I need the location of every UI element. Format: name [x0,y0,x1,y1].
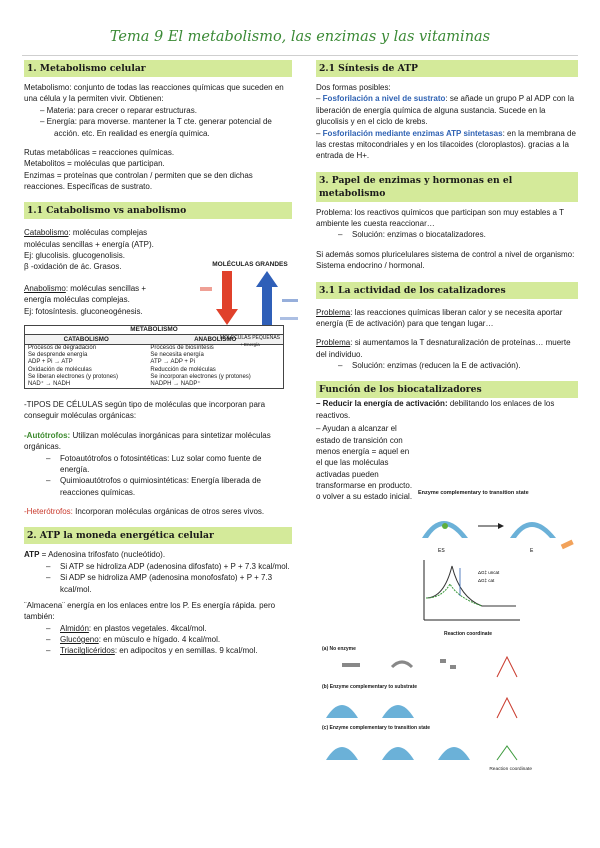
right-column [316,60,578,503]
heterotrofos-term: -Heterótrofos: [24,507,73,516]
table-cell: Se liberan electrones (y protones) [28,373,119,380]
triacilgliceridos-term: Triacilglicéridos [60,646,115,656]
fosforilacion-atp-def: : en la membrana de las crestas mitocondriales y en los tilacoides (cloroplastos). gracias a la entrada de H+. [316,128,576,161]
fosforilacion-sustrato-term: Fosforilación a nivel de sustrato [322,94,446,104]
anabolismo-paragraph [24,283,174,306]
s3-problema: Problema: los reactivos químicos que participan son muy estables a T ambiente les cuesta reaccionar… [316,207,564,229]
table-cell: Se incorporan electrones (y protones) [150,373,251,380]
es-label: ES [438,547,445,554]
problema-2-def: : si aumentamos la T desnaturalización de proteínas… muerte del individuo. [316,338,571,359]
funcion-biocatalizadores-heading: Función de los biocatalizadores [316,381,578,398]
autotrofos-term: -Autótrofos: [24,430,71,440]
page-title: Tema 9 El metabolismo, las enzimas y las vitaminas [109,29,491,45]
enzyme-comparison-figure [322,646,572,776]
table-cell: ADP + Pi → ATP [28,359,73,366]
table-cell: Procesos de biosíntesis [150,345,214,351]
section-3-heading: 3. Papel de enzimas y hormonas en el metabolismo [316,172,578,202]
catabolismo-examples: Ej: glucolisis. glucogenolisis. [24,251,125,261]
catabolismo-beta: β -oxidación de ác. Grasos. [24,262,122,272]
triacilgliceridos-def: : en adipocitos y en semillas. 9 kcal/mol. [114,646,258,656]
s3-pluricelulares: Si además somos pluricelulares sistema de control a nivel de organismo: Sistema endocrino / hormonal. [316,249,575,271]
section-3-1-heading: 3.1 La actividad de los catalizadores [316,282,578,299]
fosforilacion-sustrato: – Fosforilación a nivel de sustrato: se añade un grupo P al ADP con la liberación de energía química de alguna sustancia. Sucede en la glucolisis y en el ciclo de krebs. [316,94,575,127]
table-cell: Se necesita energía [150,352,204,359]
anabolismo-header: ANABOLISMO [147,335,283,345]
table-cell: Se desprende energía [28,352,88,359]
quimioautotrofos-item: – Quimioautótrofos o quimiosintéticas: Energía liberada de reacciones químicas. [24,475,292,498]
glucogeno-term: Glucógeno [60,634,99,644]
almidon-def: : en plastos vegetales. 4kcal/mol. [88,623,207,633]
tipos-celulas-text: -TIPOS DE CÉLULAS según tipo de moléculas que incorporan para conseguir moléculas orgánicas: [24,400,266,421]
s3-solucion: – Solución: enzimas o biocatalizadores. [316,229,578,240]
energy-curve-drawing [412,556,524,628]
title-divider [22,55,578,56]
problema-1 [316,307,578,330]
cat-ana-text [24,227,174,317]
section-1-heading: 1. Metabolismo celular [24,60,292,77]
metabolismo-table-title: METABOLISMO [25,326,283,335]
figure-bottom-label: MOLÉCULAS PEQUEÑAS [219,334,281,341]
uncat-label: ΔG‡ uncat [478,570,500,575]
table-cell: Procesos de degradación [28,345,97,351]
materia-item: – Materia: para crecer o reparar estructuras. [40,105,197,115]
adp-hydrolysis-item: – Si ADP se hidroliza AMP (adenosina monofosfato) + P + 7.3 kcal/mol. [24,572,292,595]
enzyme-substrate-label: (b) Enzyme complementary to substrate [322,684,418,691]
atp-term: ATP [24,550,40,560]
table-row [25,367,283,374]
almacena-text: ¨Almacena¨ energía en los enlaces entre los P. Es energía rápida. pero también: [24,600,276,622]
reducir-energia-term: – Reducir la energía de activación: [316,399,448,409]
metabolitos-text: Metabolitos = moléculas que participan. [24,159,165,169]
almidon-item [24,623,292,634]
problema-1-def: : las reacciones químicas liberan calor y se necesita aportar energía (E de activación) para que tengan lugar… [316,307,563,328]
atp-def: = Adenosina trifosfato (nucleótido). [39,550,166,560]
problema-2-term: Problema [316,338,351,348]
e-label: E [530,547,534,554]
catabolismo-def: : moléculas complejas moléculas sencillas + energía (ATP). [24,228,154,249]
energy-diagram-figure [412,556,524,636]
table-cell: ATP → ADP + Pi [150,359,195,366]
section-1-1-heading: 1.1 Catabolismo vs anabolismo [24,202,292,219]
table-row [25,381,283,388]
figure-top-label: MOLÉCULAS GRANDES [212,261,288,268]
fosforilacion-atp-term: Fosforilación mediante enzimas ATP sintetasas [322,128,503,138]
reaction-coordinate-label-2: Reaction coordinate [489,767,532,773]
s31-solucion: – Solución: enzimas (reducen la E de activación). [316,360,578,371]
fotoautotrofos-item: – Fotoautótrofos o fotosintéticas: Luz solar como fuente de energía. [24,453,292,476]
autotrofos-paragraph [24,430,292,453]
table-cell: NAD⁺ → NADH [28,380,71,387]
fosforilacion-atp-sintetasa: – Fosforilación mediante enzimas ATP sintetasas: en la membrana de las crestas mitocondriales y en los tilacoides (cloroplastos). gracias a la entrada de H+. [316,128,576,161]
table-row [25,352,283,359]
problema-1-term: Problema [316,307,351,317]
heterotrofos-paragraph [24,506,292,517]
cat-label: ΔG‡ cat [478,578,495,583]
enzimas-text: Enzimas = proteínas que controlan / permiten que se den dichas reacciones. Específicas de sustrato. [24,170,253,191]
figure-energy-label: + Energía [240,341,260,347]
table-cell: Reducción de moléculas [150,366,216,373]
rutas-text: Rutas metabólicas = reacciones químicas. [24,147,175,157]
table-row [25,374,283,381]
enzyme-transition-label: (c) Enzyme complementary to transition state [322,724,431,731]
anabolismo-term: Anabolismo [24,283,66,293]
catabolismo-term: Catabolismo [24,228,69,238]
catabolismo-paragraph [24,227,174,250]
enzyme-transition-figure [418,490,578,560]
dos-formas-text: Dos formas posibles: [316,83,391,93]
table-row [25,359,283,366]
section-2-heading: 2. ATP la moneda energética celular [24,527,292,544]
enzyme-figure-title: Enzyme complementary to transition state [418,490,529,496]
table-cell: NADPH → NADP⁺ [150,380,201,387]
glucogeno-def: : en músculo e hígado. 4 kcal/mol. [98,634,221,644]
no-enzyme-drawing [322,653,572,681]
heterotrofos-def: Incorporan moléculas orgánicas de otros seres vivos. [72,507,265,516]
reducir-energia [316,398,578,421]
almidon-term: Almidón [60,623,89,633]
glucogeno-item [24,634,292,645]
no-enzyme-label: (a) No enzyme [322,646,356,652]
energia-item: – Energía: para moverse. mantener la T cte. generar potencial de acción. etc. En realidad es energía química. [40,117,272,138]
catabolismo-header: CATABOLISMO [25,335,147,345]
cat-ana-arrows [200,269,300,331]
enzyme-complex-drawing [418,498,578,556]
ayudan-text: – Ayudan a alcanzar el estado de transición con menos energía = aquel en el que las moléculas activadas pueden transformarse en producto. o volver a su estado inicial. [316,424,413,502]
triacilgliceridos-item [24,645,292,656]
metabolismo-definition: Metabolismo: conjunto de todas las reacciones químicas que suceden en una célula y la permiten vivir. Obtienen: [24,83,284,104]
cat-ana-figure [200,260,300,350]
enzyme-substrate-drawing [322,692,572,722]
reaction-coordinate-label: Reaction coordinate [443,631,493,638]
atp-hydrolysis-item: – Si ATP se hidroliza ADP (adenosina difosfato) + P + 7.3 kcal/mol. [24,561,292,572]
autotrofos-def: Utilizan moléculas inorgánicas para sintetizar moléculas orgánicas. [24,430,271,452]
anabolismo-def: : moléculas sencillas + energía moléculas complejas. [24,283,147,305]
anabolismo-examples: Ej: fotosíntesis. gluconeogénesis. [24,306,143,316]
atp-paragraph [24,549,292,560]
enzyme-transition-drawing [322,732,572,764]
problema-2 [316,337,578,360]
left-column [24,60,292,657]
section-2-1-heading: 2.1 Síntesis de ATP [316,60,578,77]
fosforilacion-sustrato-def: : se añade un grupo P al ADP con la liberación de energía química de alguna sustancia. Sucede en la glucolisis y en el ciclo de krebs. [316,94,575,127]
reducir-energia-def: debilitando los enlaces de los reactivos. [316,399,555,420]
table-cell: Oxidación de moléculas [28,366,92,373]
